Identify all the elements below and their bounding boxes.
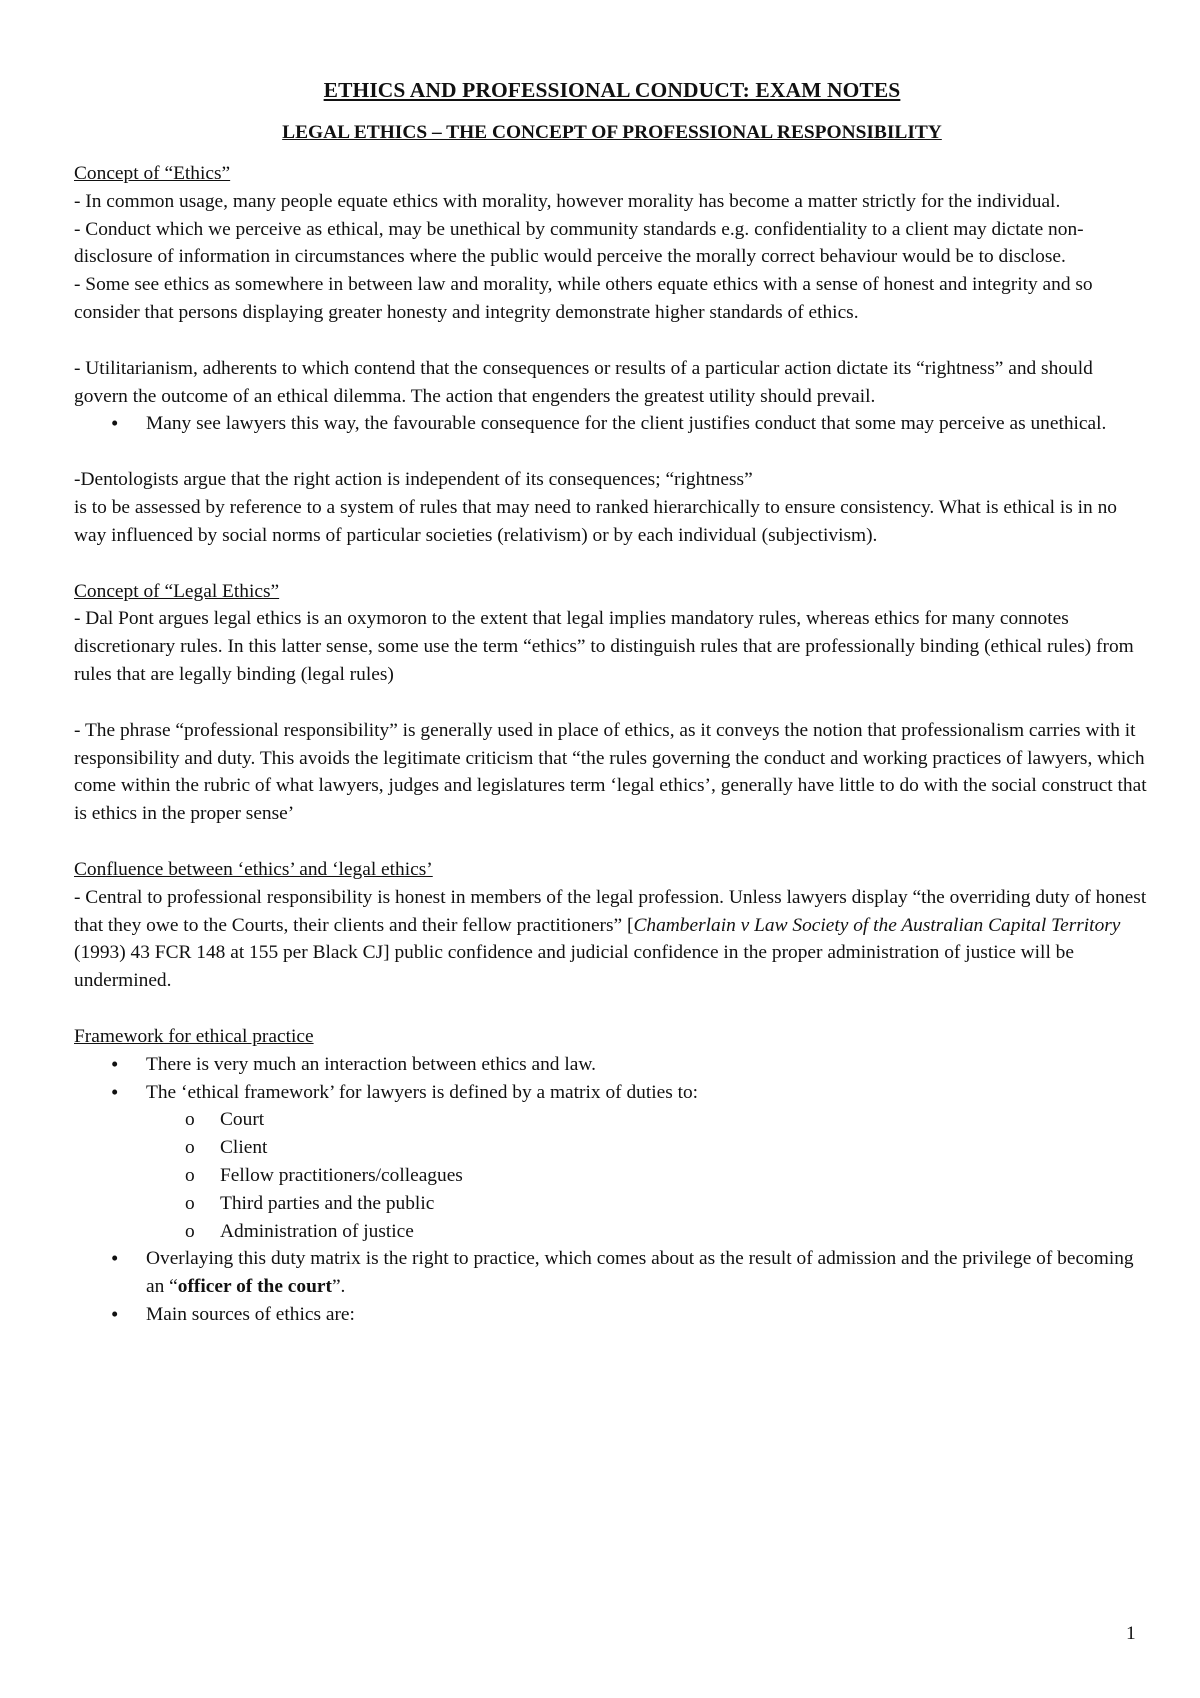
section-framework: [74, 1023, 1150, 1329]
paragraph-text: (1993) 43 FCR 148 at 155 per Black CJ] public confidence and judicial confidence in the proper administration of justice will be undermined.: [74, 942, 1074, 992]
bullet-item: • There is very much an interaction between ethics and law.: [74, 1051, 1150, 1079]
document-title: ETHICS AND PROFESSIONAL CONDUCT: EXAM NOTES: [323, 78, 901, 102]
case-citation: Chamberlain v Law Society of the Australian Capital Territory: [633, 914, 1121, 936]
paragraph: [74, 466, 1150, 549]
confluence-heading: Confluence between ‘ethics’ and ‘legal ethics’: [74, 858, 433, 880]
section-title: LEGAL ETHICS – THE CONCEPT OF PROFESSIONAL RESPONSIBILITY: [282, 122, 942, 143]
bullet-text: Overlaying this duty matrix is the right to practice, which comes about as the result of admission and the privilege of becoming an “: [146, 1248, 1134, 1298]
section-concept-legal-ethics: [74, 578, 1150, 828]
emphasis: officer of the court: [177, 1276, 332, 1298]
bullet-item: • The ‘ethical framework’ for lawyers is defined by a matrix of duties to:: [74, 1079, 1150, 1107]
paragraph: - The phrase “professional responsibility” is generally used in place of ethics, as it conveys the notion that professionalism carries with it responsibility and duty. This avoids the legitimate criticism that “the rules governing the conduct and working practices of lawyers, which come within the rubric of what lawyers, judges and legislatures term ‘legal ethics’, generally have little to do with the social construct that is ethics in the proper sense’: [74, 719, 1147, 825]
paragraph: [74, 884, 1150, 995]
bullet-text: ”.: [331, 1276, 346, 1298]
duty-item: o Third parties and the public: [74, 1190, 1150, 1218]
paragraph-line: -Dentologists argue that the right action is independent of its consequences; “rightness”: [74, 469, 753, 491]
duty-item: o Client: [74, 1134, 1150, 1162]
paragraph: - Some see ethics as somewhere in between law and morality, while others equate ethics with a sense of honest and integrity and so consider that persons displaying greater honesty and integrity demonstrate higher standards of ethics.: [74, 274, 1093, 323]
paragraph: - Utilitarianism, adherents to which contend that the consequences or results of a particular action dictate its “rightness” and should govern the outcome of an ethical dilemma. The action that engenders the greatest utility should prevail.: [74, 357, 1093, 407]
duty-item: o Fellow practitioners/colleagues: [74, 1162, 1150, 1190]
paragraph: - Conduct which we perceive as ethical, may be unethical by community standards e.g. confidentiality to a client may dictate non-disclosure of information in circumstances where the public would perceive the morally correct behaviour would be to disclose.: [74, 218, 1084, 268]
section-confluence: [74, 856, 1150, 995]
section-concept-ethics: [74, 160, 1150, 550]
bullet-list: [74, 1245, 1150, 1328]
bullet-list: [74, 1051, 1150, 1107]
paragraph: - Dal Pont argues legal ethics is an oxymoron to the extent that legal implies mandatory rules, whereas ethics for many connotes discretionary rules. In this latter sense, some use the term “ethics” to distinguish rules that are professionally binding (ethical rules) from rules that are legally binding (legal rules): [74, 608, 1134, 685]
paragraph: - In common usage, many people equate ethics with morality, however morality has become a matter strictly for the individual.: [74, 190, 1061, 212]
duty-list: [74, 1106, 1150, 1245]
bullet-list: [74, 410, 1150, 438]
concept-legal-ethics-heading: Concept of “Legal Ethics”: [74, 580, 280, 602]
bullet-item: • Many see lawyers this way, the favourable consequence for the client justifies conduct that some may perceive as unethical.: [74, 410, 1150, 438]
duty-item: o Administration of justice: [74, 1218, 1150, 1246]
paragraph-text: - Central to professional responsibility is honest in members of the legal profession. Unless lawyers display “the overriding duty of honest that they owe to the Courts, their clients and their fellow practitioners” [: [74, 886, 1147, 936]
page-number: 1: [1126, 1623, 1136, 1644]
document-page: [74, 0, 1150, 1329]
framework-heading: Framework for ethical practice: [74, 1025, 314, 1047]
bullet-item: • Main sources of ethics are:: [74, 1301, 1150, 1329]
paragraph-line: is to be assessed by reference to a system of rules that may need to ranked hierarchically to ensure consistency. What is ethical is in no way influenced by social norms of particular societies (relativism) or by each individual (subjectivism).: [74, 496, 1117, 546]
concept-ethics-heading: Concept of “Ethics”: [74, 163, 231, 184]
duty-item: o Court: [74, 1106, 1150, 1134]
bullet-item: [74, 1245, 1150, 1301]
